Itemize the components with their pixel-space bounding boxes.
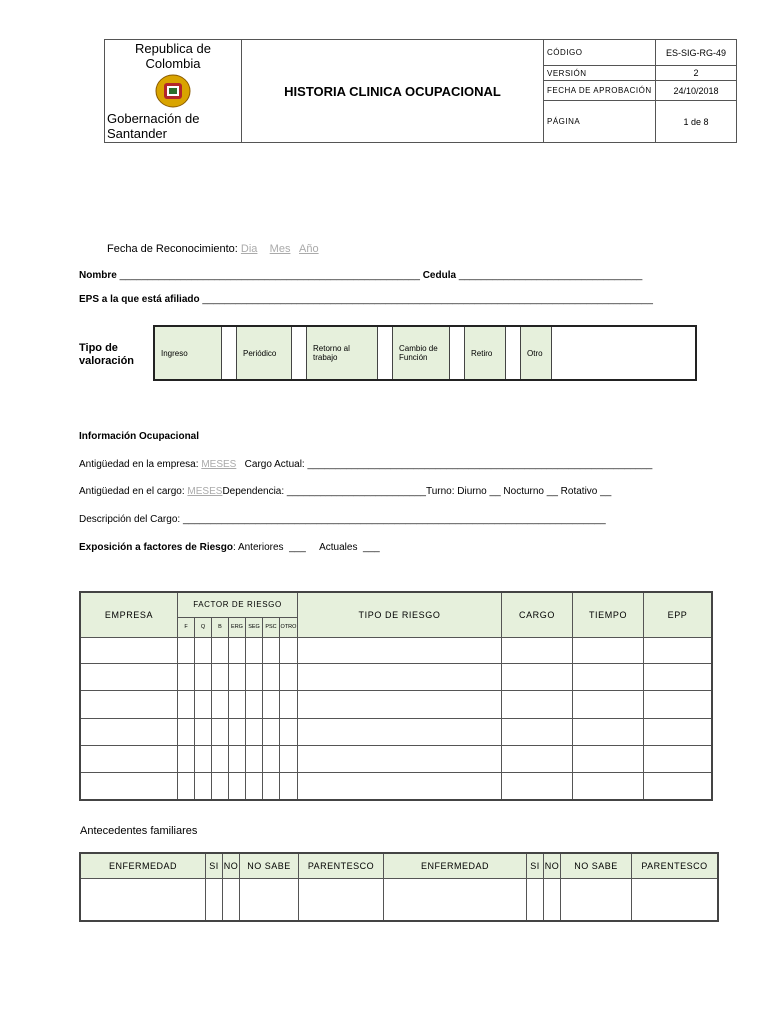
coat-of-arms-icon <box>155 74 191 108</box>
riesgo-cell[interactable] <box>229 691 246 718</box>
fam-col-si-1: SI <box>206 853 223 879</box>
checkbox-periodico[interactable] <box>292 326 307 380</box>
tipo-valoracion-table <box>153 325 697 381</box>
riesgo-cell[interactable] <box>80 664 178 691</box>
col-cargo: CARGO <box>502 592 573 637</box>
eps-label: EPS a la que está afiliado <box>79 294 200 305</box>
eps-line <box>79 294 653 305</box>
riesgo-cell[interactable] <box>246 637 263 663</box>
riesgo-cell[interactable] <box>246 745 263 772</box>
entity-name-bottom: Gobernación de Santander <box>107 111 200 141</box>
checkbox-cambio[interactable] <box>450 326 465 380</box>
document-title: HISTORIA CLINICA OCUPACIONAL <box>242 40 544 143</box>
cedula-field[interactable]: _________________________________ <box>458 270 643 281</box>
riesgo-cell[interactable] <box>502 637 573 663</box>
fam-col-nosabe-1: NO SABE <box>240 853 299 879</box>
exposicion-label: Exposición a factores de Riesgo <box>79 542 233 553</box>
sub-erg: ERG <box>229 617 246 637</box>
descripcion-cargo-label: Descripción del Cargo: <box>79 514 181 525</box>
fecha-dia[interactable]: Dia <box>240 243 258 255</box>
riesgo-cell[interactable] <box>263 664 280 691</box>
sub-b: B <box>212 617 229 637</box>
riesgo-cell[interactable] <box>246 773 263 800</box>
col-factor-riesgo: FACTOR DE RIESGO <box>178 592 298 617</box>
riesgo-cell[interactable] <box>80 773 178 800</box>
sub-f: F <box>178 617 195 637</box>
checkbox-retorno[interactable] <box>378 326 393 380</box>
riesgo-cell[interactable] <box>212 745 229 772</box>
fam-cell[interactable] <box>527 879 544 922</box>
riesgo-cell[interactable] <box>229 745 246 772</box>
riesgo-cell[interactable] <box>502 718 573 745</box>
riesgo-cell[interactable] <box>229 718 246 745</box>
meta-label-version: VERSIÓN <box>544 66 656 81</box>
riesgo-cell[interactable] <box>263 773 280 800</box>
riesgo-cell[interactable] <box>573 718 644 745</box>
descripcion-cargo-field[interactable]: ____________________________________________________________________________ <box>182 514 606 525</box>
table-row <box>80 637 712 663</box>
riesgo-cell[interactable] <box>573 745 644 772</box>
riesgo-cell[interactable] <box>195 691 212 718</box>
fam-col-parentesco-1: PARENTESCO <box>299 853 384 879</box>
riesgo-cell[interactable] <box>229 664 246 691</box>
riesgo-cell[interactable] <box>178 773 195 800</box>
nombre-label: Nombre <box>79 270 117 281</box>
riesgo-cell[interactable] <box>263 691 280 718</box>
riesgo-cell[interactable] <box>195 664 212 691</box>
riesgo-cell[interactable] <box>502 664 573 691</box>
nombre-field[interactable]: ______________________________________________________ <box>119 270 420 281</box>
antiguedad-empresa-label: Antigüedad en la empresa: <box>79 459 199 470</box>
riesgo-cell[interactable] <box>298 773 502 800</box>
eps-field[interactable]: _________________________________________________________________________________ <box>202 294 653 305</box>
option-retorno: Retorno al trabajo <box>307 326 378 380</box>
riesgo-cell[interactable] <box>298 637 502 663</box>
option-periodico: Periódico <box>237 326 292 380</box>
riesgo-cell[interactable] <box>280 691 298 718</box>
turno-field[interactable]: Turno: Diurno __ Nocturno __ Rotativo __ <box>425 486 612 497</box>
meta-value-codigo: ES-SIG-RG-49 <box>656 40 737 66</box>
sub-q: Q <box>195 617 212 637</box>
riesgo-cell[interactable] <box>280 718 298 745</box>
fam-col-no-2: NO <box>544 853 561 879</box>
col-empresa: EMPRESA <box>80 592 178 637</box>
table-row <box>80 664 712 691</box>
riesgo-cell[interactable] <box>178 745 195 772</box>
antiguedad-empresa-meses[interactable]: MESES <box>201 459 237 470</box>
col-tipo-riesgo: TIPO DE RIESGO <box>298 592 502 637</box>
riesgo-cell[interactable] <box>80 745 178 772</box>
checkbox-retiro[interactable] <box>506 326 521 380</box>
riesgo-cell[interactable] <box>298 664 502 691</box>
familiares-table <box>79 852 719 922</box>
antiguedad-empresa-line <box>79 459 652 470</box>
riesgo-cell[interactable] <box>212 664 229 691</box>
riesgo-cell[interactable] <box>212 773 229 800</box>
riesgo-cell[interactable] <box>502 745 573 772</box>
riesgo-cell[interactable] <box>212 691 229 718</box>
col-tiempo: TIEMPO <box>573 592 644 637</box>
riesgo-cell[interactable] <box>573 637 644 663</box>
antiguedad-cargo-line <box>79 486 611 497</box>
fam-col-enfermedad-1: ENFERMEDAD <box>80 853 206 879</box>
riesgo-cell[interactable] <box>195 745 212 772</box>
antiguedad-cargo-label: Antigüedad en el cargo: <box>79 486 185 497</box>
riesgo-cell[interactable] <box>263 637 280 663</box>
riesgo-cell[interactable] <box>178 664 195 691</box>
riesgo-cell[interactable] <box>298 745 502 772</box>
nombre-line <box>79 270 642 281</box>
fecha-label: Fecha de Reconocimiento: <box>107 243 238 255</box>
fam-col-no-1: NO <box>223 853 240 879</box>
fam-cell[interactable] <box>544 879 561 922</box>
riesgo-cell[interactable] <box>644 773 713 800</box>
fam-cell[interactable] <box>384 879 527 922</box>
fam-cell[interactable] <box>632 879 719 922</box>
riesgo-cell[interactable] <box>644 664 713 691</box>
option-ingreso: Ingreso <box>154 326 222 380</box>
riesgo-cell[interactable] <box>502 691 573 718</box>
table-row <box>80 773 712 800</box>
col-epp: EPP <box>644 592 713 637</box>
cedula-label: Cedula <box>422 270 457 281</box>
riesgo-cell[interactable] <box>212 637 229 663</box>
riesgo-cell[interactable] <box>80 691 178 718</box>
riesgo-cell[interactable] <box>644 718 713 745</box>
riesgo-cell[interactable] <box>280 637 298 663</box>
option-cambio: Cambio de Función <box>393 326 450 380</box>
meta-label-pagina: PÁGINA <box>544 101 656 143</box>
meta-value-pagina: 1 de 8 <box>656 101 737 143</box>
riesgo-cell[interactable] <box>280 664 298 691</box>
table-row <box>80 745 712 772</box>
fam-col-enfermedad-2: ENFERMEDAD <box>384 853 527 879</box>
exposicion-fields[interactable]: : Anteriores ___ Actuales ___ <box>232 542 380 553</box>
riesgo-cell[interactable] <box>573 691 644 718</box>
riesgo-cell[interactable] <box>263 718 280 745</box>
cargo-actual-field[interactable]: ______________________________________________________________ <box>307 459 653 470</box>
riesgo-cell[interactable] <box>246 691 263 718</box>
riesgo-cell[interactable] <box>263 745 280 772</box>
riesgo-cell[interactable] <box>229 773 246 800</box>
fam-cell[interactable] <box>240 879 299 922</box>
riesgo-cell[interactable] <box>178 637 195 663</box>
entity-block <box>105 40 242 143</box>
sub-otro: OTRO <box>280 617 298 637</box>
table-row <box>80 718 712 745</box>
riesgo-cell[interactable] <box>573 773 644 800</box>
riesgo-cell[interactable] <box>212 718 229 745</box>
riesgo-cell[interactable] <box>298 691 502 718</box>
checkbox-ingreso[interactable] <box>222 326 237 380</box>
fam-col-si-2: SI <box>527 853 544 879</box>
meta-label-fecha: FECHA DE APROBACIÓN <box>544 81 656 101</box>
fam-cell[interactable] <box>206 879 223 922</box>
riesgo-cell[interactable] <box>246 718 263 745</box>
riesgo-cell[interactable] <box>80 637 178 663</box>
fam-cell[interactable] <box>80 879 206 922</box>
info-ocupacional-title: Información Ocupacional <box>79 431 200 442</box>
riesgo-cell[interactable] <box>573 664 644 691</box>
riesgo-cell[interactable] <box>644 691 713 718</box>
riesgo-cell[interactable] <box>246 664 263 691</box>
riesgo-cell[interactable] <box>178 691 195 718</box>
riesgo-cell[interactable] <box>80 718 178 745</box>
riesgo-cell[interactable] <box>644 637 713 663</box>
meta-label-codigo: CÓDIGO <box>544 40 656 66</box>
dependencia-field[interactable]: Dependencia: _________________________ <box>222 486 426 497</box>
riesgo-cell[interactable] <box>178 718 195 745</box>
tipo-valoracion-label: Tipo de valoración <box>79 342 135 367</box>
riesgo-cell[interactable] <box>195 773 212 800</box>
fam-col-nosabe-2: NO SABE <box>561 853 632 879</box>
option-retiro: Retiro <box>465 326 506 380</box>
sub-psc: PSC <box>263 617 280 637</box>
fam-cell[interactable] <box>223 879 240 922</box>
table-row <box>80 691 712 718</box>
meta-value-version: 2 <box>656 66 737 81</box>
riesgo-cell[interactable] <box>280 745 298 772</box>
familiares-title: Antecedentes familiares <box>80 825 198 837</box>
descripcion-cargo-line <box>79 514 606 525</box>
riesgo-cell[interactable] <box>298 718 502 745</box>
fecha-mes[interactable]: Mes <box>269 243 291 255</box>
fam-col-parentesco-2: PARENTESCO <box>632 853 719 879</box>
field-otro[interactable] <box>552 326 697 380</box>
antiguedad-cargo-meses[interactable]: MESES <box>187 486 223 497</box>
fecha-anio[interactable]: Año <box>299 243 319 255</box>
riesgo-table <box>79 591 713 801</box>
cargo-actual-label: Cargo Actual: <box>244 459 305 470</box>
riesgo-cell[interactable] <box>280 773 298 800</box>
riesgo-cell[interactable] <box>229 637 246 663</box>
riesgo-cell[interactable] <box>195 718 212 745</box>
sub-seg: SEG <box>246 617 263 637</box>
fam-cell[interactable] <box>299 879 384 922</box>
meta-value-fecha: 24/10/2018 <box>656 81 737 101</box>
riesgo-body <box>80 637 712 800</box>
fam-cell[interactable] <box>561 879 632 922</box>
document-header <box>104 39 737 143</box>
fecha-reconocimiento <box>107 243 319 255</box>
option-otro: Otro <box>521 326 552 380</box>
riesgo-cell[interactable] <box>644 745 713 772</box>
riesgo-cell[interactable] <box>195 637 212 663</box>
exposicion-line <box>79 542 380 553</box>
riesgo-cell[interactable] <box>502 773 573 800</box>
entity-name-top: Republica de Colombia <box>135 41 211 71</box>
